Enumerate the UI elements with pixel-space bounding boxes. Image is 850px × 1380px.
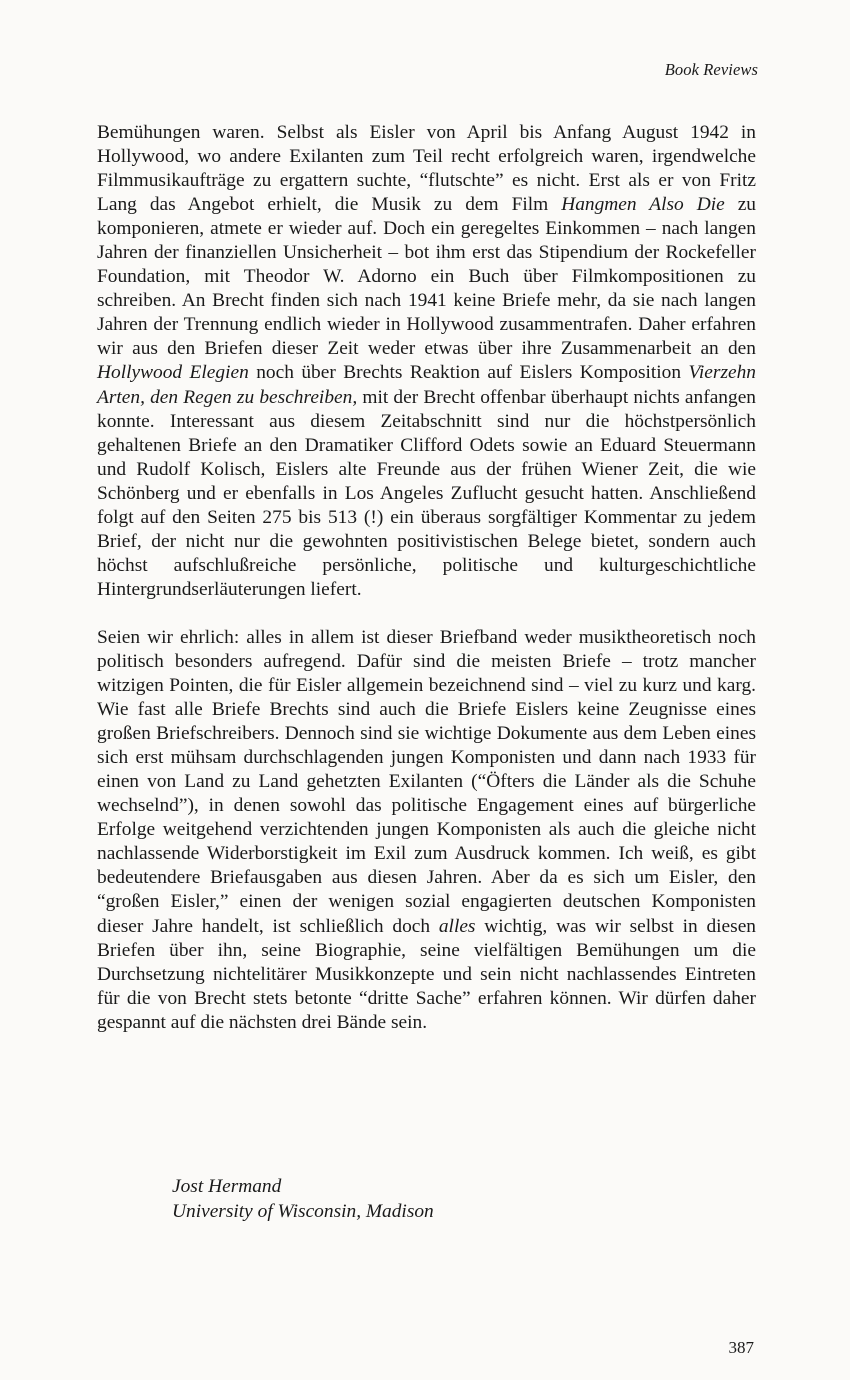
text-run: mit der Brecht offenbar überhaupt nichts anfangen konnte. Interessant aus diesem Zeitabschnitt sind nur die höchstpersönlich gehaltenen Briefe an den Dramatiker Clifford Odets sowie an Eduard Steuermann und Rudolf Kolisch, Eislers alte Freunde aus der frühen Wiener Zeit, die wie Schönberg und er ebenfalls in Los Angeles Zuflucht gesucht hatten. Anschließend folgt auf den Seiten 275 bis 513 (!) ein überaus sorgfältiger Kommentar zu jedem Brief, der nicht nur die gewohnten positivistischen Belege bietet, sondern auch höchst aufschlußreiche persönliche, politische und kulturgeschichtliche Hintergrundserläuterungen liefert.: [97, 386, 756, 600]
text-run: zu komponieren, atmete er wieder auf. Doch ein geregeltes Einkommen – nach langen Jahren der finanziellen Unsicherheit – bot ihm erst das Stipendium der Rockefeller Foundation, mit Theodor W. Adorno ein Buch über Filmkompositionen zu schreiben. An Brecht finden sich nach 1941 keine Briefe mehr, da sie nach langen Jahren der Trennung endlich wieder in Hollywood zusammentrafen. Daher erfahren wir aus den Briefen dieser Zeit weder etwas über ihre Zusammenarbeit an den: [97, 194, 756, 360]
text-run: wichtig, was wir selbst in diesen Briefen über ihn, seine Biographie, seine vielfältigen Bemühungen um die Durchsetzung nichtelitärer Musikkonzepte und sein nicht nachlassendes Eintreten für die von Brecht stets betonte “dritte Sache” erfahren können. Wir dürfen daher gespannt auf die nächsten drei Bände sein.: [97, 915, 756, 1033]
work-title: Vierzehn Arten, den Regen zu beschreiben,: [97, 362, 756, 408]
reviewer-affiliation: University of Wisconsin, Madison: [172, 1201, 434, 1222]
work-title: Hollywood Elegien: [97, 362, 249, 384]
running-head: Book Reviews: [664, 60, 758, 79]
text-run: noch über Brechts Reaktion auf Eislers Komposition: [248, 362, 689, 384]
film-title: Hangmen Also Die: [561, 194, 725, 216]
page-number: 387: [728, 1338, 754, 1357]
review-body: [97, 121, 756, 1035]
reviewer-name: Jost Hermand: [172, 1176, 282, 1197]
body-paragraph-1: [97, 121, 756, 602]
text-run: Seien wir ehrlich: alles in allem ist dieser Briefband weder musiktheoretisch noch politisch besonders aufregend. Dafür sind die meisten Briefe – trotz mancher witzigen Pointen, die für Eisler allgemein bezeichnend sind – viel zu kurz und karg. Wie fast alle Briefe Brechts sind auch die Briefe Eislers keine Zeugnisse eines großen Briefschreibers. Dennoch sind sie wichtige Dokumente aus dem Leben eines sich erst mühsam durchschlagenden jungen Komponisten und dann nach 1933 für einen von Land zu Land gehetzten Exilanten (“Öfters die Länder als die Schuhe wechselnd”), in denen sowohl das politische Engagement eines auf bürgerliche Erfolge weitgehend verzichtenden jungen Komponisten als auch die gleiche nicht nachlassende Widerborstigkeit im Exil zum Ausdruck kommen. Ich weiß, es gibt bedeutendere Briefausgaben aus diesen Jahren. Aber da es sich um Eisler, den “großen Eisler,” einen der wenigen sozial engagierten deutschen Komponisten dieser Jahre handelt, ist schließlich doch: [97, 626, 756, 937]
body-paragraph-2: [97, 626, 756, 1035]
emphasis: alles: [438, 915, 476, 937]
text-run: Bemühungen waren. Selbst als Eisler von April bis Anfang August 1942 in Hollywood, wo andere Exilanten zum Teil recht erfolgreich waren, irgendwelche Filmmusikaufträge zu ergattern suchte, “flutschte” es nicht. Erst als er von Fritz Lang das Angebot erhielt, die Musik zu dem Film: [97, 122, 756, 216]
reviewer-signature: [172, 1174, 434, 1224]
